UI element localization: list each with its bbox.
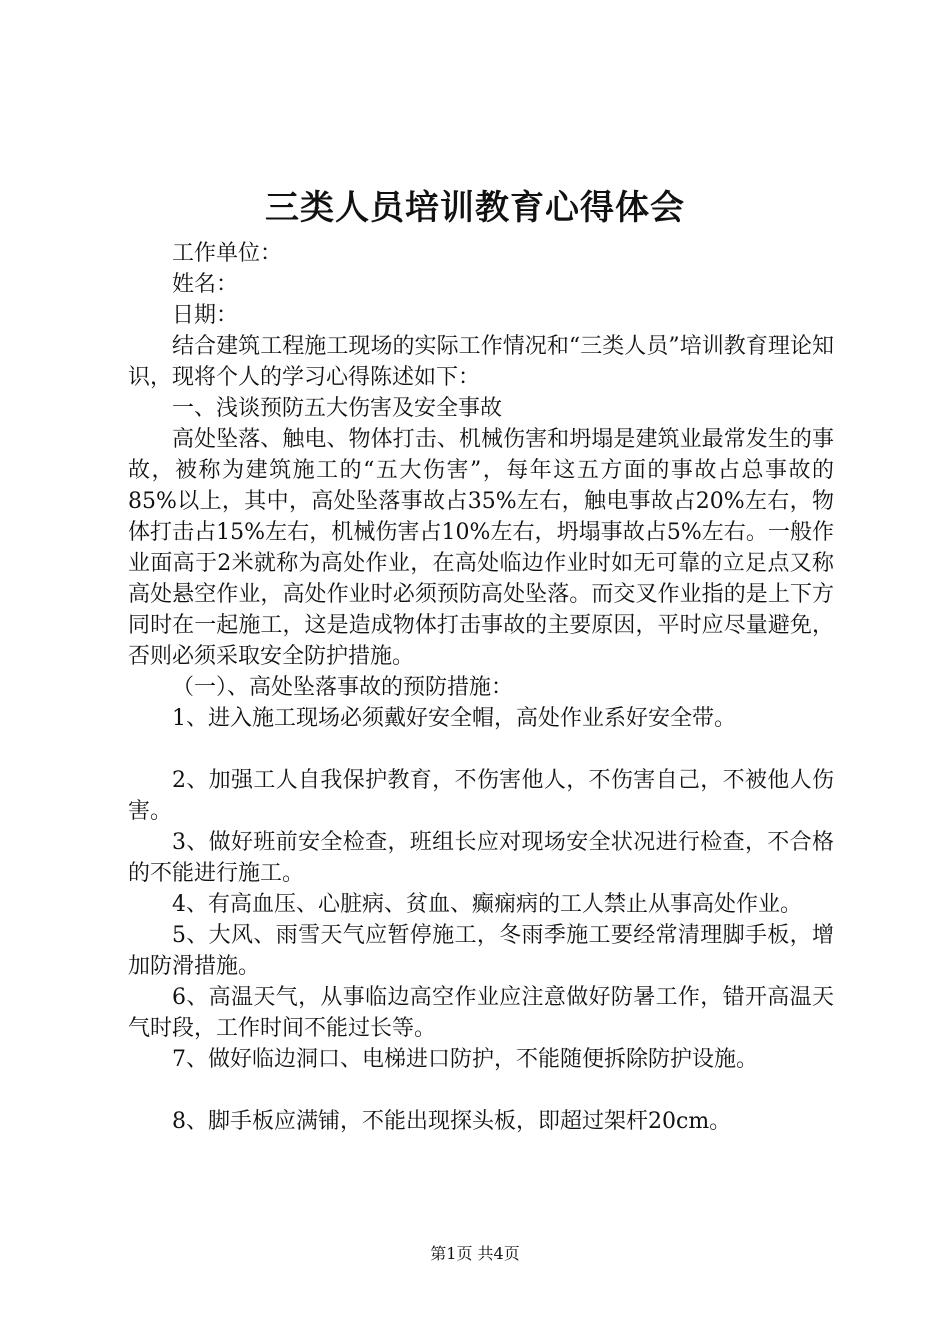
paragraph-gap [128,1075,834,1106]
measure-item-1: 1、进入施工现场必须戴好安全帽，高处作业系好安全带。 [172,706,736,731]
measure-item-5: 5、大风、雨雪天气应暂停施工，冬雨季施工要经常清理脚手板，增加防滑措施。 [128,923,834,979]
measure-item-8: 8、脚手板应满铺，不能出现探头板，即超过架杆20cm。 [172,1109,732,1134]
document-title: 三类人员培训教育心得体会 [265,188,685,228]
subsection-heading: （一）、高处坠落事故的预防措施： [172,675,514,700]
section-heading: 一、浅谈预防五大伤害及安全事故 [172,396,503,421]
section-paragraph: 高处坠落、触电、物体打击、机械伤害和坍塌是建筑业最常发生的事故，被称为建筑施工的“五大伤害”，每年这五方面的事故占总事故的85%以上，其中，高处坠落事故占35%左右，触电事故占20%左右，物体打击占15%左右，机械伤害占10%左右，坍塌事故占5%左右。一般作业面高于2米就称为高处作业，在高处临边作业时如无可靠的立足点又称高处悬空作业，高处作业时必须预防高处坠落。而交叉作业指的是上下方同时在一起施工，这是造成物体打击事故的主要原因，平时应尽量避免，否则必须采取安全防护措施。 [128,427,834,669]
measure-item-4: 4、有高血压、心脏病、贫血、癫痫病的工人禁止从事高处作业。 [172,892,802,917]
measure-item-6: 6、高温天气，从事临边高空作业应注意做好防暑工作，错开高温天气时段，工作时间不能过长等。 [128,985,834,1041]
measure-item-3: 3、做好班前安全检查，班组长应对现场安全状况进行检查，不合格的不能进行施工。 [128,830,834,886]
paragraph-gap [128,734,834,765]
page-footer: 第1页 共4页 [430,1244,520,1263]
measure-item-2: 2、加强工人自我保护教育，不伤害他人，不伤害自己，不被他人伤害。 [128,768,834,824]
document-body [128,238,834,1137]
name-label: 姓名： [172,272,239,297]
work-unit-label: 工作单位： [172,241,283,266]
date-label: 日期： [172,303,239,328]
measure-item-7: 7、做好临边洞口、电梯进口防护，不能随便拆除防护设施。 [172,1047,758,1072]
intro-paragraph: 结合建筑工程施工现场的实际工作情况和“三类人员”培训教育理论知识，现将个人的学习心得陈述如下： [128,334,834,390]
